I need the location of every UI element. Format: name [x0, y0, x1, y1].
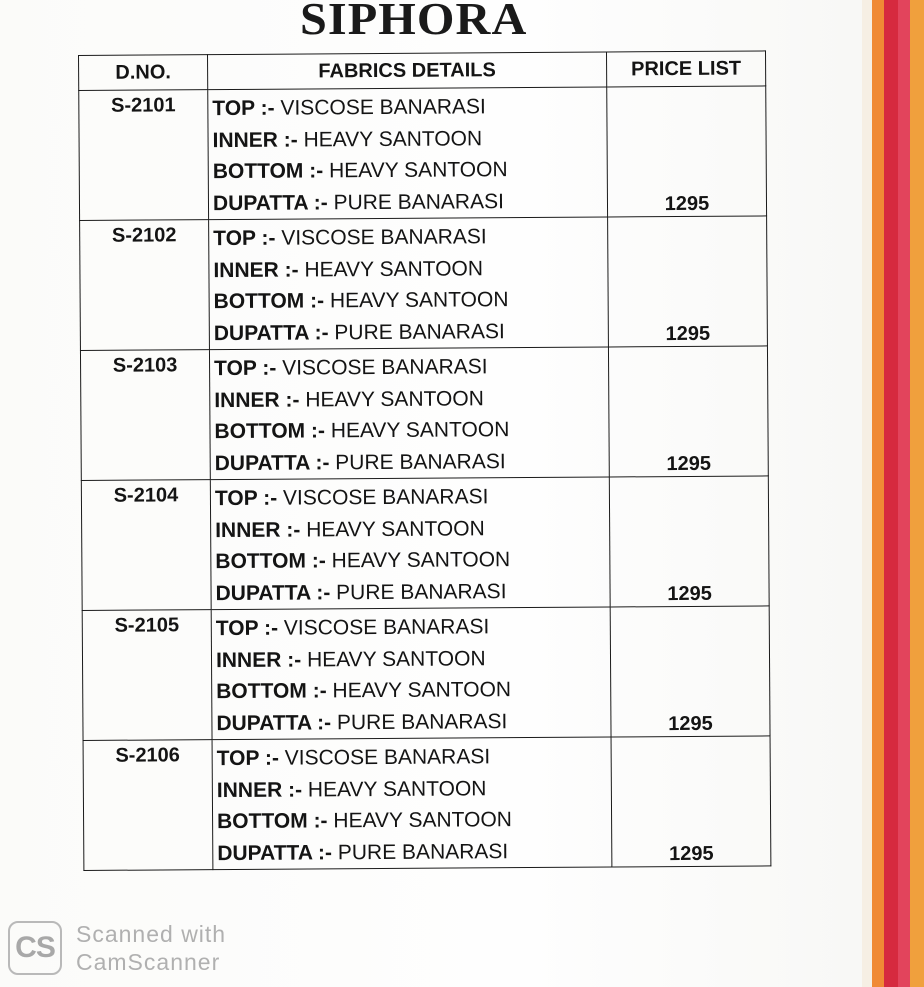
fabric-detail-line: [213, 220, 607, 254]
fabric-part-label: INNER :-: [214, 388, 300, 412]
fabric-part-label: INNER :-: [212, 128, 298, 152]
fabric-part-label: BOTTOM :-: [214, 419, 326, 444]
price-value: 1295: [668, 712, 713, 736]
table-row: [79, 86, 767, 221]
header-price-list: PRICE LIST: [606, 51, 765, 87]
fabric-part-value: PURE BANARASI: [330, 579, 507, 604]
fabric-details: [210, 477, 610, 610]
table-row: [80, 216, 768, 351]
price-value: 1295: [667, 582, 712, 606]
color-stripe: [872, 0, 884, 987]
fabric-detail-line: [215, 543, 609, 577]
fabric-part-label: BOTTOM :-: [212, 159, 324, 184]
fabric-part-value: PURE BANARASI: [328, 319, 505, 344]
fabric-part-label: INNER :-: [215, 648, 302, 672]
fabric-details: [209, 347, 609, 480]
fabric-part-label: BOTTOM :-: [215, 549, 326, 574]
fabric-part-value: HEAVY SANTOON: [301, 646, 486, 672]
decorative-stripes: [862, 0, 924, 987]
fabric-detail-line: [214, 413, 608, 447]
fabric-part-label: DUPATTA :-: [216, 710, 332, 735]
price-value: 1295: [665, 322, 711, 346]
color-stripe: [898, 0, 910, 987]
design-number: S-2103: [80, 350, 210, 481]
fabric-part-value: VISCOSE BANARASI: [276, 355, 488, 380]
fabric-part-label: INNER :-: [216, 778, 303, 802]
fabric-part-label: BOTTOM :-: [217, 809, 328, 834]
fabric-details: [212, 737, 612, 870]
fabric-detail-line: [212, 90, 606, 124]
fabric-detail-line: [216, 642, 610, 676]
fabric-part-label: TOP :-: [214, 486, 278, 511]
fabric-part-value: HEAVY SANTOON: [327, 808, 512, 833]
fabric-part-value: HEAVY SANTOON: [323, 288, 509, 313]
fabric-part-value: VISCOSE BANARASI: [277, 485, 489, 510]
fabric-part-label: INNER :-: [213, 258, 299, 282]
fabric-part-label: TOP :-: [213, 226, 276, 251]
fabric-part-value: PURE BANARASI: [329, 449, 506, 474]
fabric-detail-line: [217, 740, 611, 774]
fabric-part-label: TOP :-: [215, 616, 279, 641]
watermark-line-2: CamScanner: [76, 949, 221, 975]
table-row: [81, 476, 769, 611]
fabric-detail-line: [214, 283, 608, 317]
table-row: [80, 346, 768, 481]
fabric-detail-line: [213, 153, 607, 187]
price-value: 1295: [664, 192, 710, 216]
fabric-detail-line: [214, 382, 608, 416]
watermark-line-1: Scanned with: [76, 921, 227, 947]
header-fabrics-details: FABRICS DETAILS: [208, 52, 607, 90]
design-number: S-2106: [83, 740, 213, 871]
table-row: [83, 736, 771, 871]
fabric-detail-line: [216, 610, 610, 644]
fabric-part-value: HEAVY SANTOON: [324, 418, 510, 443]
price-value: 1295: [666, 452, 712, 476]
color-stripe: [884, 0, 898, 987]
design-number: S-2101: [79, 90, 209, 221]
design-number: S-2102: [80, 220, 210, 351]
fabric-part-label: INNER :-: [215, 518, 301, 542]
fabric-detail-line: [214, 350, 608, 384]
fabric-details: [211, 607, 611, 740]
fabric-part-value: HEAVY SANTOON: [301, 776, 487, 802]
color-stripe: [910, 0, 924, 987]
fabric-detail-line: [213, 185, 607, 219]
fabric-detail-line: [215, 445, 609, 479]
fabric-part-label: DUPATTA :-: [213, 320, 329, 345]
fabric-part-value: PURE BANARASI: [331, 839, 509, 864]
price-table: [78, 50, 771, 871]
fabric-part-value: VISCOSE BANARASI: [275, 225, 487, 250]
fabric-details: [208, 87, 608, 220]
fabric-part-label: BOTTOM :-: [216, 679, 327, 704]
fabric-detail-line: [216, 673, 610, 707]
price-value: 1295: [668, 842, 714, 866]
fabric-part-label: BOTTOM :-: [213, 289, 325, 314]
fabric-detail-line: [212, 122, 606, 156]
fabric-detail-line: [216, 705, 610, 739]
fabric-detail-line: [215, 575, 609, 609]
fabric-detail-line: [217, 803, 611, 837]
fabric-part-value: HEAVY SANTOON: [300, 516, 485, 542]
color-stripe: [862, 0, 872, 987]
page-title: SIPHORA: [300, 0, 528, 44]
fabric-part-label: TOP :-: [212, 96, 275, 121]
fabric-detail-line: [217, 772, 611, 806]
fabric-detail-line: [213, 252, 607, 286]
fabric-part-value: PURE BANARASI: [327, 189, 504, 214]
fabric-detail-line: [215, 480, 609, 514]
fabric-part-value: PURE BANARASI: [331, 709, 508, 734]
design-number: S-2105: [82, 610, 212, 741]
design-number: S-2104: [81, 480, 211, 611]
fabric-part-value: VISCOSE BANARASI: [278, 745, 491, 770]
fabric-part-value: VISCOSE BANARASI: [277, 615, 490, 640]
fabric-part-label: DUPATTA :-: [212, 190, 328, 215]
fabric-part-value: VISCOSE BANARASI: [274, 95, 486, 120]
fabric-detail-line: [214, 315, 608, 349]
fabric-part-label: DUPATTA :-: [217, 840, 333, 865]
camscanner-watermark: [8, 920, 226, 976]
fabric-detail-line: [217, 835, 611, 869]
camscanner-logo-icon: CS: [8, 921, 62, 975]
table-row: [82, 606, 770, 741]
fabric-part-value: HEAVY SANTOON: [325, 548, 511, 573]
fabric-part-label: DUPATTA :-: [214, 450, 330, 475]
fabric-part-value: HEAVY SANTOON: [323, 158, 508, 183]
table-body: [79, 86, 771, 871]
fabric-details: [209, 217, 609, 350]
fabric-part-value: HEAVY SANTOON: [297, 126, 483, 152]
fabric-part-value: HEAVY SANTOON: [298, 256, 484, 282]
fabric-part-label: DUPATTA :-: [215, 580, 331, 605]
fabric-part-label: TOP :-: [216, 746, 279, 771]
header-dno: D.NO.: [79, 55, 208, 91]
table-header-row: [79, 51, 766, 91]
fabric-part-value: HEAVY SANTOON: [299, 386, 484, 412]
fabric-detail-line: [215, 512, 609, 546]
fabric-part-label: TOP :-: [214, 356, 277, 381]
fabric-part-value: HEAVY SANTOON: [326, 678, 512, 703]
